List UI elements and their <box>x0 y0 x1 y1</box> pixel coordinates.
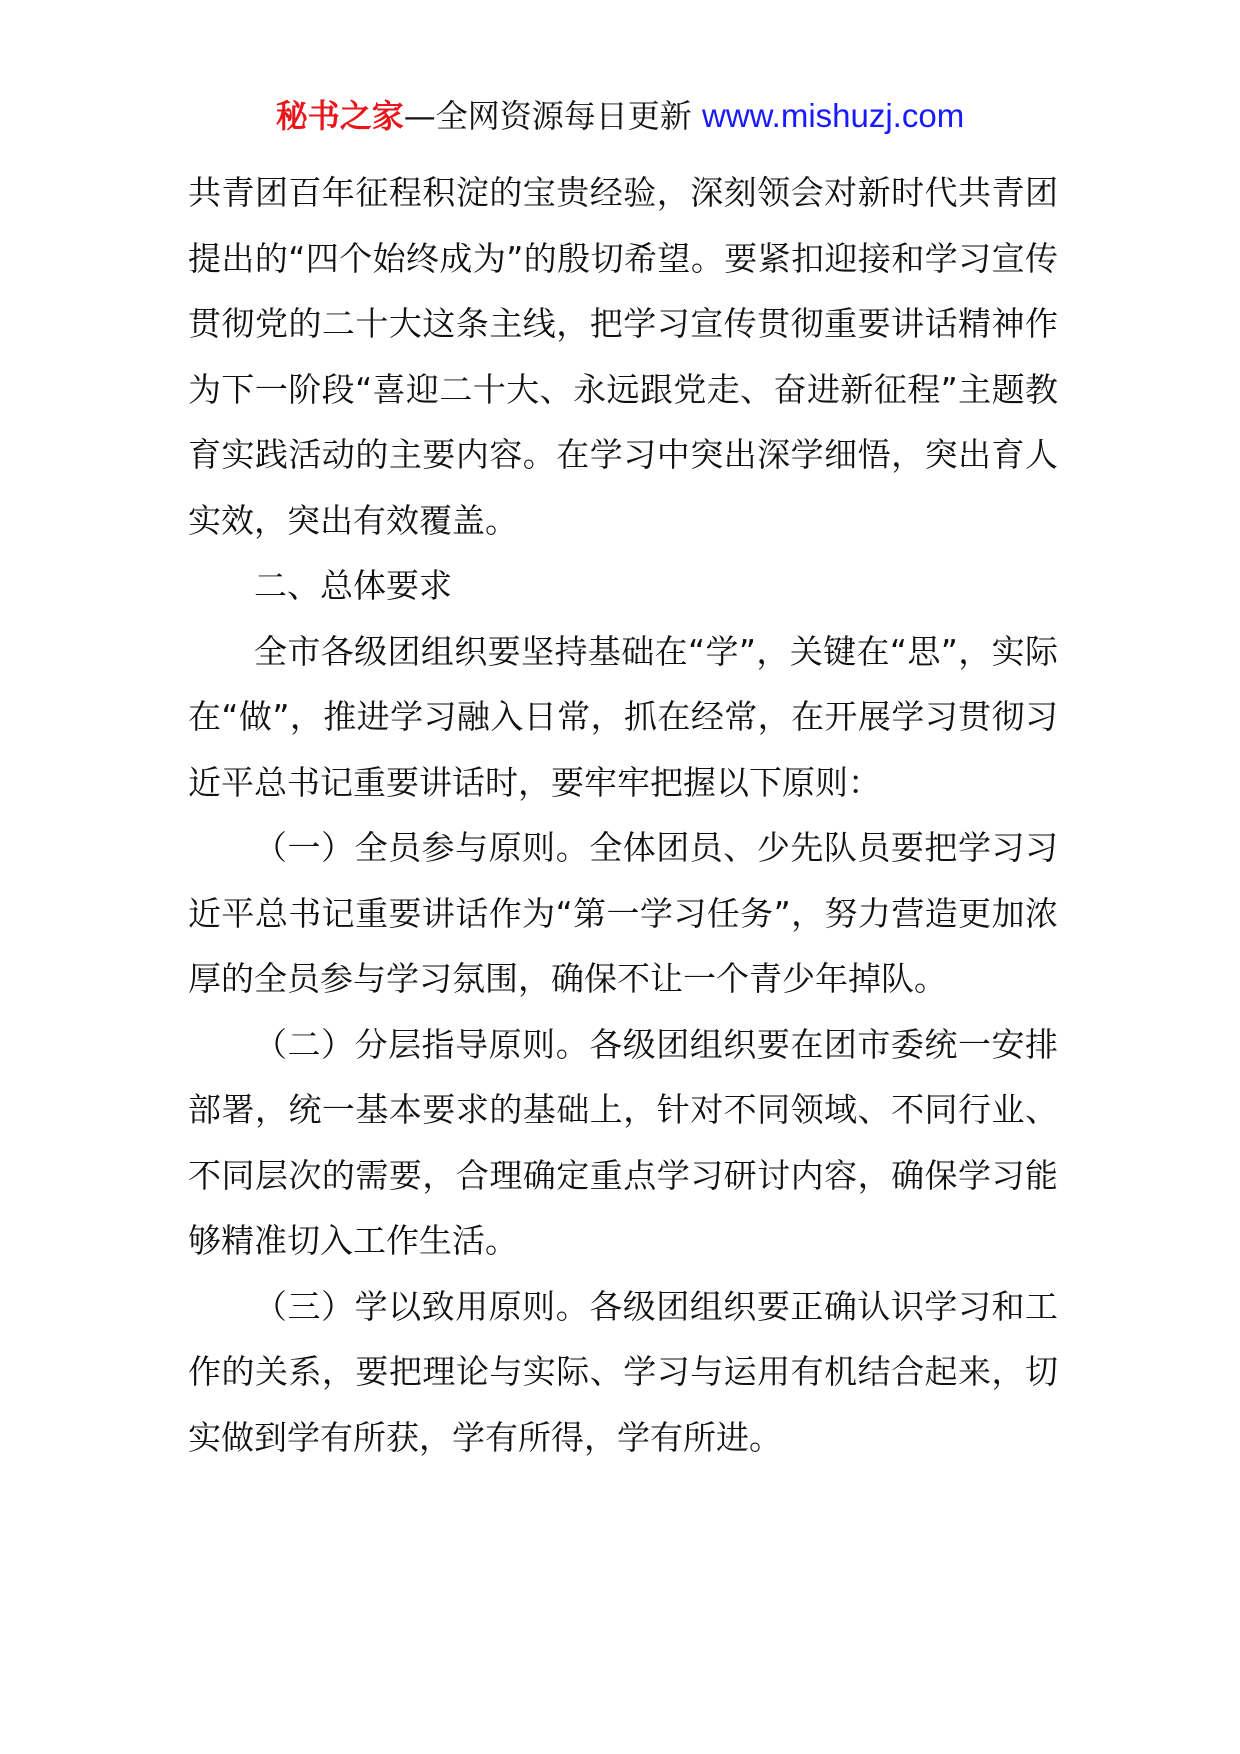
text-line: （一）全员参与原则。全体团员、少先队员要把学习 <box>254 828 1025 867</box>
text-line: （三）学以致用原则。各级团组织要正确认识学习和 <box>254 1286 1025 1326</box>
text-line: 学习能够精准切入工作生活。 <box>188 1155 1059 1260</box>
page-header <box>0 96 1240 136</box>
site-url-link[interactable]: www.mishuzj.com <box>701 97 965 134</box>
text-line: “思”，实际在“做”，推进学习融入日常，抓在经常， <box>188 631 1058 736</box>
text-line: 全市各级团组织要坚持基础在“学”，关键在 <box>254 631 890 671</box>
text-line: 征程”主题教育实践活动的主要内容。在学习中突出深学 <box>188 369 1058 474</box>
text-line: 排部署，统一基本要求的基础上，针对不同领域、不同行 <box>188 1024 1058 1129</box>
text-line: 在开展学习贯彻习近平总书记重要讲话时，要牢牢把握以 <box>188 697 1059 802</box>
text-line: 二、总体要求 <box>254 566 452 605</box>
text-line: 工作的关系，要把理论与实际、学习与运用有机结合起 <box>188 1286 1058 1391</box>
document-body <box>188 160 1058 1470</box>
text-line: 习宣传贯彻党的二十大这条主线，把学习宣传贯彻重要讲 <box>188 238 1059 343</box>
text-line: 队。 <box>881 959 947 998</box>
brand-name: 秘书之家 <box>275 97 404 135</box>
text-line: 更加浓厚的全员参与学习氛围，确保不让一个青少年掉 <box>188 893 1059 998</box>
paragraph <box>188 1012 1058 1274</box>
text-line: 细悟，突出育人实效，突出有效覆盖。 <box>188 435 1059 540</box>
paragraph <box>188 1274 1058 1471</box>
paragraph <box>188 160 1058 553</box>
text-line: 团提出的“四个始终成为”的殷切希望。要紧扣迎接和学 <box>188 173 1058 278</box>
header-tagline: —全网资源每日更新 <box>403 97 702 135</box>
paragraph <box>188 815 1058 1012</box>
text-line: 来，切实做到学有所获，学有所得，学有所进。 <box>188 1352 1059 1457</box>
paragraph <box>188 619 1058 816</box>
text-line: （二）分层指导原则。各级团组织要在团市委统一安 <box>254 1024 1025 1064</box>
text-line: 话精神作为下一阶段“喜迎二十大、永远跟党走、奋进新 <box>188 304 1059 409</box>
paragraph <box>188 553 1058 619</box>
text-line: 下原则： <box>749 762 881 802</box>
text-line: 业、不同层次的需要，合理确定重点学习研讨内容，确保 <box>188 1090 1059 1195</box>
text-line: 共青团百年征程积淀的宝贵经验，深刻领会对新时代共青 <box>188 173 1025 212</box>
text-line: 习近平总书记重要讲话作为“第一学习任务”，努力营造 <box>188 828 1058 933</box>
